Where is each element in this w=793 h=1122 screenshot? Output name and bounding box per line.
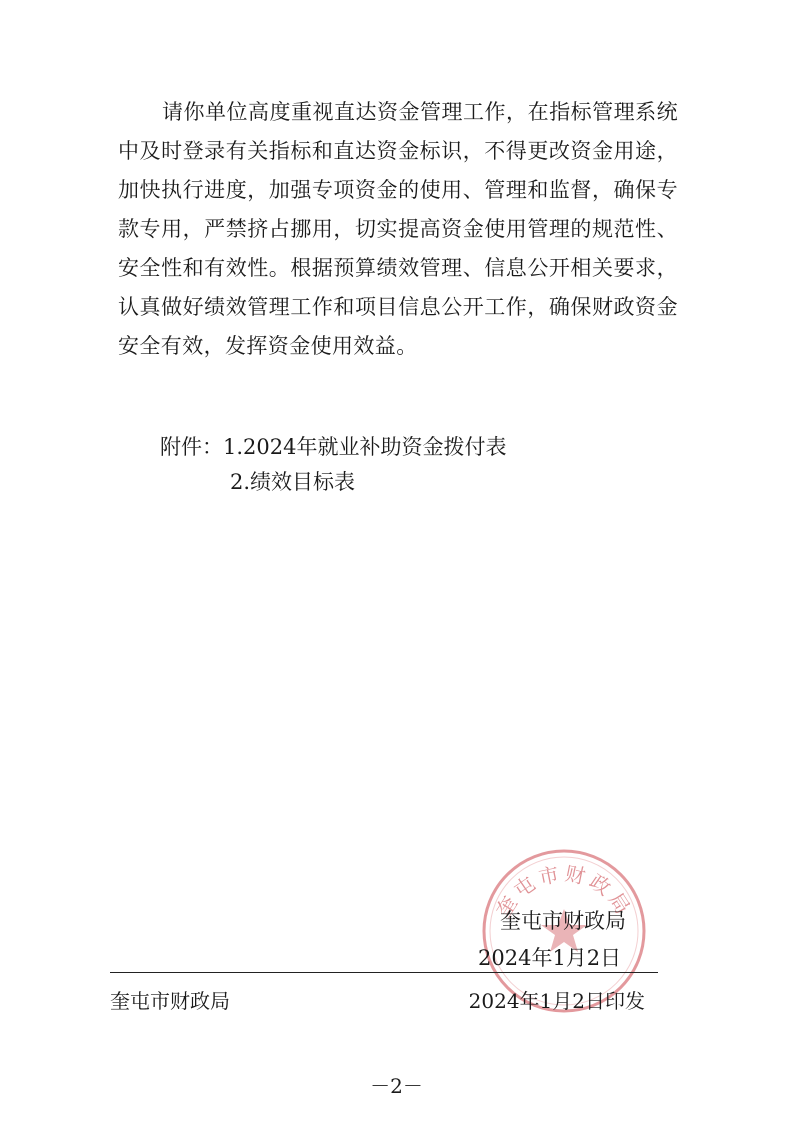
- page-number: －2－: [370, 1074, 423, 1098]
- attachment-label: 附件：: [160, 435, 223, 459]
- attachment-item-1: 1.2024年就业补助资金拨付表: [223, 435, 507, 459]
- attachment-line-1: [160, 432, 506, 462]
- footer-issuer: 奎屯市财政局: [110, 989, 230, 1013]
- svg-text:奎屯市财政局: 奎屯市财政局: [490, 861, 638, 922]
- signature-organization: 奎屯市财政局: [500, 909, 626, 933]
- signature-date: 2024年1月2日: [478, 946, 622, 970]
- body-paragraph: 请你单位高度重视直达资金管理工作，在指标管理系统中及时登录有关指标和直达资金标识，不得更改资金用途，加快执行进度，加强专项资金的使用、管理和监督，确保专款专用，严禁挤占挪用，切实提高资金使用管理的规范性、安全性和有效性。根据预算绩效管理、信息公开相关要求，认真做好绩效管理工作和项目信息公开工作，确保财政资金安全有效，发挥资金使用效益。: [118, 100, 678, 358]
- attachment-item-2: 2.绩效目标表: [230, 470, 356, 494]
- footer-issue-date: 2024年1月2日印发: [468, 989, 645, 1013]
- footer-rule-top: [110, 972, 658, 973]
